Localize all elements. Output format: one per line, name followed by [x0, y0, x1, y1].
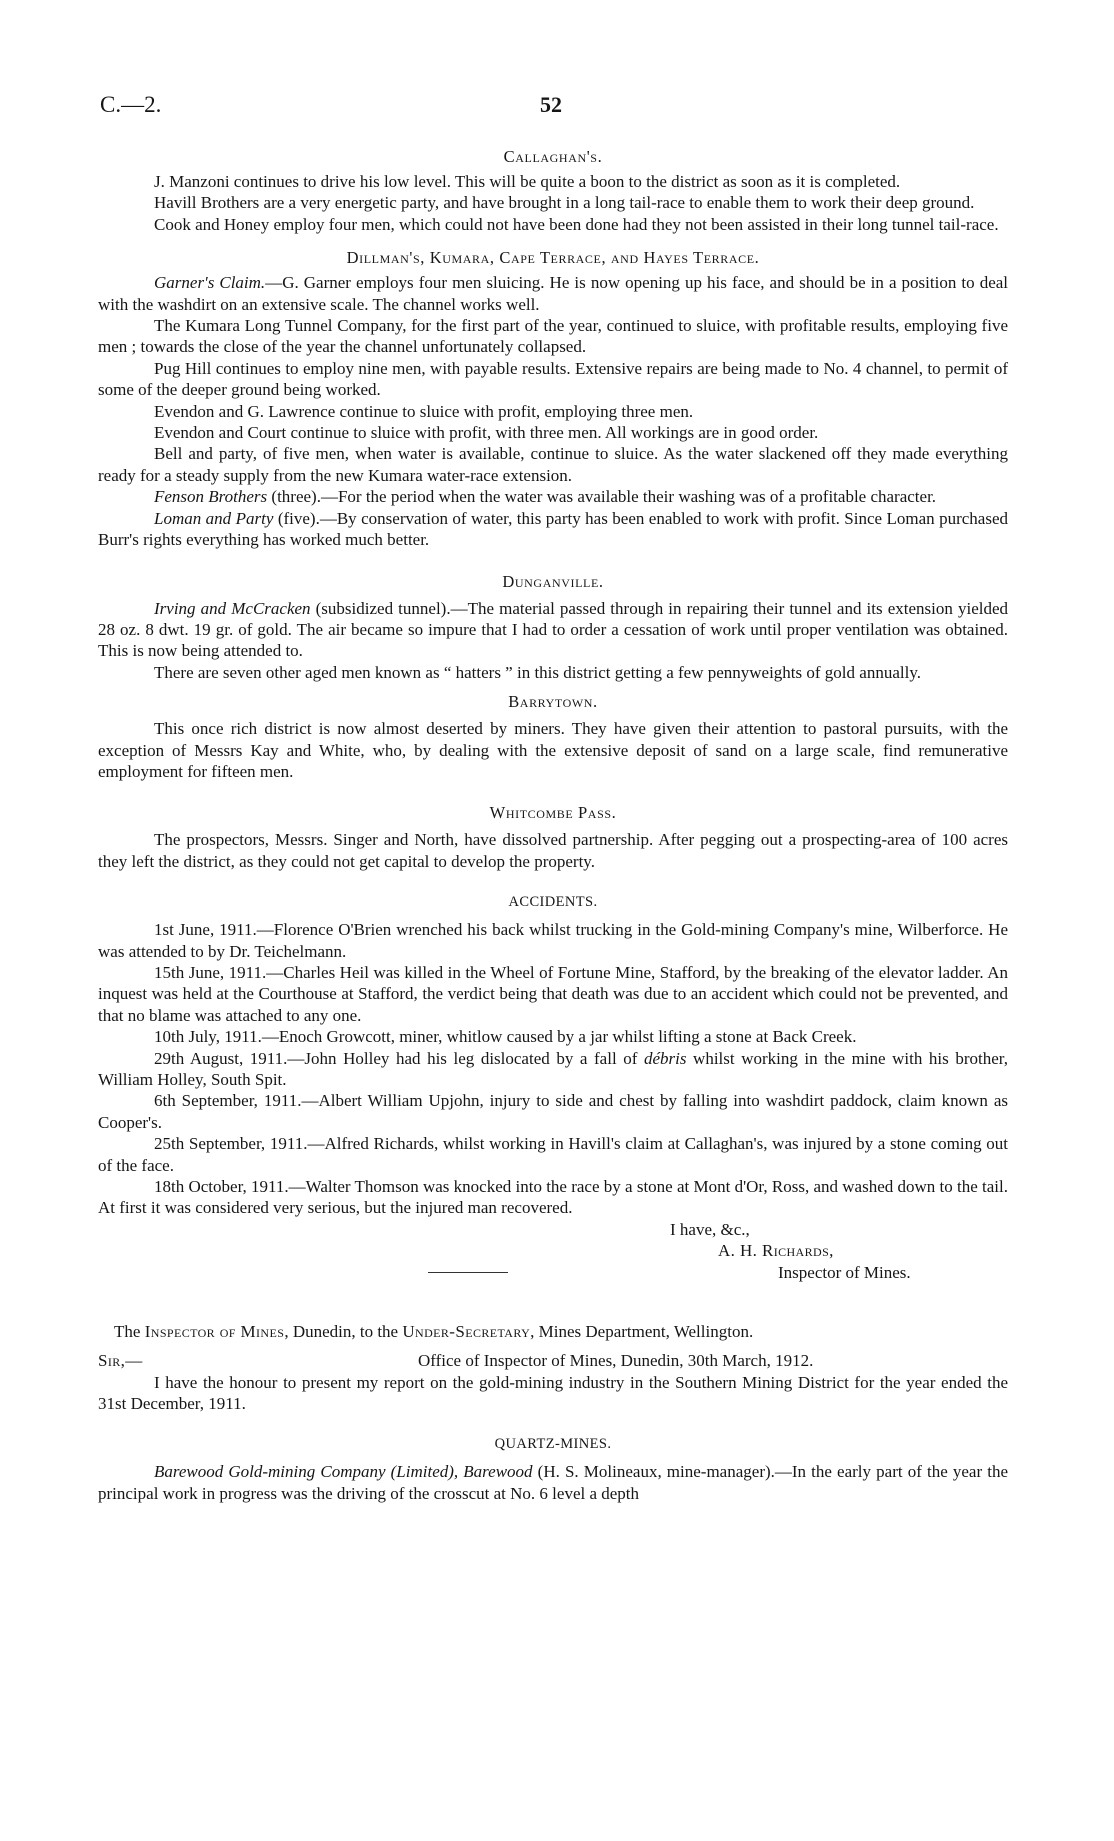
- party-name: Fenson Brothers: [154, 487, 268, 507]
- signatory-title: Inspector of Mines.: [778, 1262, 911, 1282]
- paragraph: Evendon and Court continue to sluice with profit, with three men. All workings are in good order.: [154, 423, 819, 443]
- paragraph: Cook and Honey employ four men, which could not have been done had they not been assisted in their long tunnel tail-race.: [154, 214, 999, 234]
- italic-word: débris: [643, 1048, 687, 1068]
- letter-body: I have the honour to present my report on the gold-mining industry in the Southern Mining District for the year ended the 31st December, 1911.: [98, 1372, 1008, 1414]
- section-heading-barrytown: Barrytown.: [508, 692, 598, 712]
- accident-entry: 18th October, 1911.—Walter Thomson was knocked into the race by a stone at Mont d'Or, Ross, and washed down to the tail. At first it was considered very serious, but the injured man recovered.: [98, 1177, 1008, 1218]
- accident-entry: 25th September, 1911.—Alfred Richards, whilst working in Havill's claim at Callaghan's, was injured by a stone coming out of the face.: [98, 1134, 1008, 1175]
- paragraph-text: (three).—For the period when the water was available their washing was of a profitable character.: [267, 487, 937, 507]
- paragraph: Havill Brothers are a very energetic party, and have brought in a long tail-race to enable them to work their deep ground.: [154, 193, 975, 213]
- page-header: [100, 92, 1014, 128]
- paragraph-text: (five).—By conservation of water, this party has been enabled to work with profit. Since Loman purchased Burr's rights everything has worked much better.: [98, 508, 1008, 550]
- paragraph: There are seven other aged men known as “ hatters ” in this district getting a few pennyweights of gold annually.: [154, 662, 921, 682]
- signature-block: [98, 1219, 1008, 1285]
- salutation: Sir,—: [98, 1351, 143, 1371]
- paragraph: [98, 272, 1008, 315]
- office-date-line: Office of Inspector of Mines, Dunedin, 30th March, 1912.: [418, 1351, 814, 1371]
- paragraph-text: 29th August, 1911.—John Holley had his leg dislocated by a fall of: [154, 1048, 644, 1068]
- divider-rule: [428, 1272, 508, 1273]
- letter-to: Under-Secretary: [402, 1321, 531, 1341]
- paragraph-text: (H. S. Molineaux, mine-manager).—In the early part of the year the principal work in progress was the driving of the crosscut at No. 6 level a depth: [98, 1462, 1008, 1503]
- section-heading-dillmans: Dillman's, Kumara, Cape Terrace, and Hayes Terrace.: [346, 248, 760, 268]
- address-text: The: [114, 1321, 145, 1341]
- party-name: Irving and McCracken: [154, 598, 311, 618]
- accident-entry: 1st June, 1911.—Florence O'Brien wrenched his back whilst trucking in the Gold-mining Company's mine, Wilberforce. He was attended to by Dr. Teichelmann.: [98, 920, 1008, 961]
- accident-entry: 15th June, 1911.—Charles Heil was killed in the Wheel of Fortune Mine, Stafford, by the breaking of the elevator ladder. An inquest was held at the Courthouse at Stafford, the verdict being that death was due to an accident which could not be prevented, and that no blame was attached to any one.: [98, 962, 1008, 1025]
- section-heading-quartz-mines: QUARTZ-MINES.: [494, 1436, 612, 1453]
- party-name: Loman and Party: [154, 508, 274, 528]
- paragraph: [98, 1461, 1008, 1504]
- section-heading-accidents: ACCIDENTS.: [508, 894, 598, 911]
- paragraph-text: whilst working in the mine with his brother, William Holley, South Spit.: [98, 1048, 1009, 1089]
- page-content: [98, 146, 1008, 1504]
- paragraph: The Kumara Long Tunnel Company, for the first part of the year, continued to sluice, with profitable results, employing five men ; towards the close of the year the channel unfortunately collapsed.: [98, 316, 1008, 357]
- section-heading-callaghans: Callaghan's.: [503, 147, 603, 166]
- paragraph: [98, 598, 1008, 662]
- company-name: Barewood Gold-mining Company (Limited), Barewood: [154, 1462, 533, 1482]
- address-text: , Dunedin, to the: [284, 1321, 403, 1341]
- accident-entry: [98, 1048, 1008, 1091]
- accident-entry: 10th July, 1911.—Enoch Growcott, miner, whitlow caused by a jar whilst lifting a stone at Back Creek.: [154, 1027, 857, 1047]
- letter-address-line: [98, 1321, 1008, 1342]
- paragraph: [98, 486, 1008, 507]
- page-number: 52: [540, 92, 562, 117]
- paragraph: [98, 508, 1008, 551]
- closing-line: I have, &c.,: [670, 1219, 750, 1239]
- accident-entry: 6th September, 1911.—Albert William Upjohn, injury to side and chest by falling into washdirt paddock, claim known as Cooper's.: [98, 1091, 1008, 1132]
- paragraph: Bell and party, of five men, when water is available, continue to sluice. As the water slackened off they made everything ready for a steady supply from the new Kumara water-race extension.: [98, 444, 1008, 485]
- signatory-name: A. H. Richards,: [718, 1240, 834, 1260]
- address-text: , Mines Department, Wellington.: [530, 1321, 754, 1341]
- salutation-row: [98, 1350, 1008, 1371]
- document-reference: C.—2.: [100, 92, 162, 117]
- paragraph: The prospectors, Messrs. Singer and North, have dissolved partnership. After pegging out a prospecting-area of 100 acres they left the district, as they could not get capital to develop the property.: [98, 830, 1008, 871]
- section-heading-whitcombe-pass: Whitcombe Pass.: [489, 803, 617, 823]
- letter-from: Inspector of Mines: [144, 1321, 285, 1341]
- paragraph: This once rich district is now almost deserted by miners. They have given their attention to pastoral pursuits, with the exception of Messrs Kay and White, who, by dealing with the extensive deposit of sand on a large scale, find remunerative employment for fifteen men.: [98, 719, 1008, 781]
- paragraph: Evendon and G. Lawrence continue to sluice with profit, employing three men.: [154, 401, 694, 421]
- section-heading-dunganville: Dunganville.: [502, 571, 604, 591]
- paragraph-text: —G. Garner employs four men sluicing. He is now opening up his face, and should be in a position to deal with the washdirt on an extensive scale. The channel works well.: [98, 273, 1009, 314]
- paragraph: J. Manzoni continues to drive his low level. This will be quite a boon to the district as soon as it is completed.: [154, 172, 901, 191]
- claim-name: Garner's Claim.: [154, 273, 266, 293]
- paragraph: Pug Hill continues to employ nine men, with payable results. Extensive repairs are being made to No. 4 channel, to permit of some of the deeper ground being worked.: [98, 358, 1008, 400]
- paragraph-text: (subsidized tunnel).—The material passed through in repairing their tunnel and its extension yielded 28 oz. 8 dwt. 19 gr. of gold. The air became so impure that I had to order a cessation of work until proper ventilation was obtained. This is now being attended to.: [98, 598, 1009, 661]
